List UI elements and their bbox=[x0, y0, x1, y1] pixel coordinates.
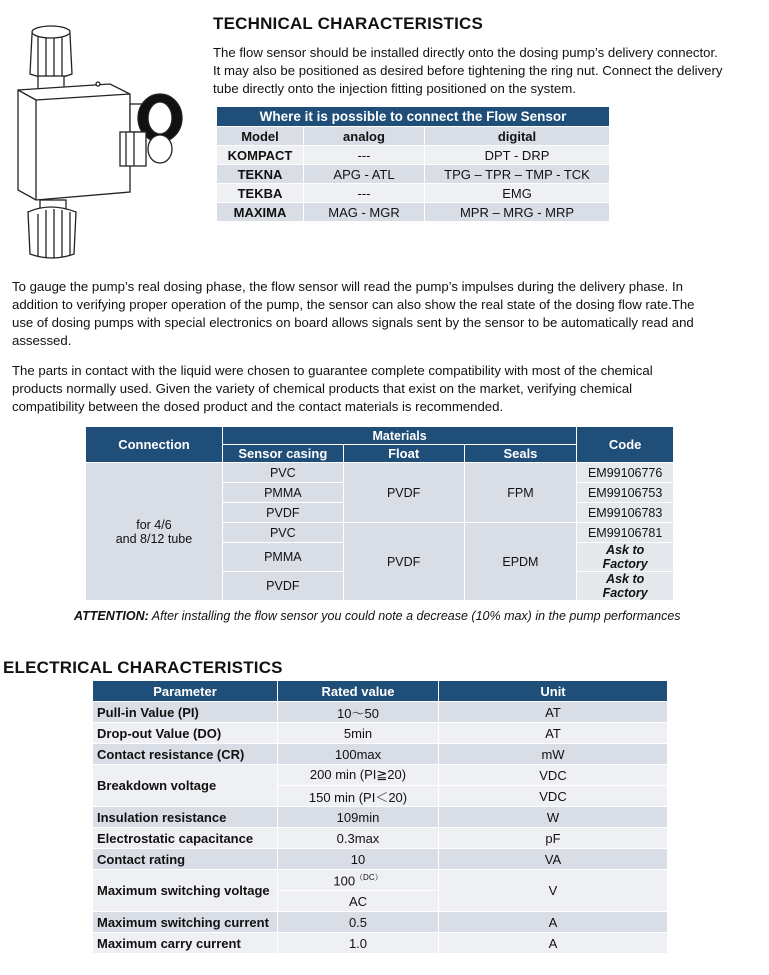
casing-cell: PVC bbox=[223, 463, 343, 482]
value-cell: 1.0 bbox=[278, 933, 438, 953]
unit-cell: mW bbox=[439, 744, 667, 764]
connect-header-analog: analog bbox=[304, 127, 424, 145]
value-cell: 100max bbox=[278, 744, 438, 764]
rated-value-header: Rated value bbox=[278, 681, 438, 701]
value-cell: 0.3max bbox=[278, 828, 438, 848]
value-cell: 109min bbox=[278, 807, 438, 827]
value-cell: 150 min (PI＜20) bbox=[278, 786, 438, 806]
seals-header: Seals bbox=[465, 445, 577, 462]
code-cell: EM99106753 bbox=[577, 483, 673, 502]
param-cell: Electrostatic capacitance bbox=[93, 828, 277, 848]
attention-label: ATTENTION: bbox=[74, 609, 149, 623]
float-cell: PVDF bbox=[344, 463, 464, 522]
unit-cell: VA bbox=[439, 849, 667, 869]
unit-cell: A bbox=[439, 912, 667, 932]
attention-text: After installing the flow sensor you could note a decrease (10% max) in the pump performances bbox=[151, 609, 681, 623]
casing-cell: PVDF bbox=[223, 503, 343, 522]
unit-cell: pF bbox=[439, 828, 667, 848]
technical-title: TECHNICAL CHARACTERISTICS bbox=[213, 14, 484, 33]
model-cell: TEKBA bbox=[217, 184, 303, 202]
unit-cell: V bbox=[439, 870, 667, 911]
model-cell: TEKNA bbox=[217, 165, 303, 183]
compatibility-paragraph: The parts in contact with the liquid were chosen to guarantee complete compatibility with most of the chemical products normally used. Given the variety of chemical products that exist on the market, verifying chemical compatibility between the dosed product and the contact materials is recommended. bbox=[12, 363, 653, 414]
param-cell: Drop-out Value (DO) bbox=[93, 723, 277, 743]
param-cell: Maximum switching current bbox=[93, 912, 277, 932]
value-cell: 0.5 bbox=[278, 912, 438, 932]
code-cell: EM99106781 bbox=[577, 523, 673, 542]
analog-cell: --- bbox=[304, 146, 424, 164]
parameter-header: Parameter bbox=[93, 681, 277, 701]
unit-cell: AT bbox=[439, 702, 667, 722]
code-cell: EM99106776 bbox=[577, 463, 673, 482]
value-cell: 10～50 bbox=[278, 702, 438, 722]
electrical-table bbox=[92, 680, 668, 954]
digital-cell: TPG – TPR – TMP - TCK bbox=[425, 165, 609, 183]
flow-sensor-image bbox=[10, 14, 190, 264]
analog-cell: --- bbox=[304, 184, 424, 202]
casing-cell: PMMA bbox=[223, 483, 343, 502]
model-cell: KOMPACT bbox=[217, 146, 303, 164]
connection-header: Connection bbox=[86, 427, 222, 462]
float-header: Float bbox=[344, 445, 464, 462]
unit-cell: VDC bbox=[439, 765, 667, 785]
electrical-title: ELECTRICAL CHARACTERISTICS bbox=[3, 658, 283, 677]
ask-factory-cell: Ask to Factory bbox=[577, 543, 673, 571]
seals-cell: FPM bbox=[465, 463, 577, 522]
attention-note bbox=[74, 609, 681, 623]
materials-header: Materials bbox=[223, 427, 576, 444]
unit-cell: W bbox=[439, 807, 667, 827]
connect-table-caption: Where it is possible to connect the Flow Sensor bbox=[217, 107, 609, 126]
param-cell: Maximum switching voltage bbox=[93, 870, 277, 911]
float-cell: PVDF bbox=[344, 523, 464, 600]
technical-intro: The flow sensor should be installed directly onto the dosing pump’s delivery connector. It may also be positioned as desired before tightening the ring nut. Connect the delivery tube directly onto the injection fitting positioned on the system. bbox=[213, 45, 723, 96]
unit-header: Unit bbox=[439, 681, 667, 701]
analog-cell: MAG - MGR bbox=[304, 203, 424, 221]
param-cell: Breakdown voltage bbox=[93, 765, 277, 806]
code-header: Code bbox=[577, 427, 673, 462]
sensor-casing-header: Sensor casing bbox=[223, 445, 343, 462]
model-cell: MAXIMA bbox=[217, 203, 303, 221]
digital-cell: DPT - DRP bbox=[425, 146, 609, 164]
param-cell: Contact resistance (CR) bbox=[93, 744, 277, 764]
value-cell: AC bbox=[278, 891, 438, 911]
code-cell: EM99106783 bbox=[577, 503, 673, 522]
value-cell: $100^{(DC)}$ bbox=[278, 870, 438, 890]
casing-cell: PVDF bbox=[223, 572, 343, 600]
materials-table bbox=[85, 426, 674, 601]
casing-cell: PVC bbox=[223, 523, 343, 542]
unit-cell: A bbox=[439, 933, 667, 953]
connection-cell: for 4/6 and 8/12 tube bbox=[86, 463, 222, 600]
value-cell: 5min bbox=[278, 723, 438, 743]
param-cell: Insulation resistance bbox=[93, 807, 277, 827]
seals-cell: EPDM bbox=[465, 523, 577, 600]
dosing-phase-paragraph: To gauge the pump’s real dosing phase, the flow sensor will read the pump’s impulses during the delivery phase. In addition to verifying proper operation of the pump, the sensor can also show the real state of the dosing flow rate.The use of dosing pumps with special electronics on board allows signals sent by the sensor to be automatically read and assessed. bbox=[12, 279, 695, 348]
unit-cell: AT bbox=[439, 723, 667, 743]
casing-cell: PMMA bbox=[223, 543, 343, 571]
digital-cell: MPR – MRG - MRP bbox=[425, 203, 609, 221]
connect-header-model: Model bbox=[217, 127, 303, 145]
param-cell: Pull-in Value (PI) bbox=[93, 702, 277, 722]
param-cell: Contact rating bbox=[93, 849, 277, 869]
ask-factory-cell: Ask to Factory bbox=[577, 572, 673, 600]
connect-header-digital: digital bbox=[425, 127, 609, 145]
analog-cell: APG - ATL bbox=[304, 165, 424, 183]
connect-table bbox=[216, 106, 610, 222]
param-cell: Maximum carry current bbox=[93, 933, 277, 953]
value-cell: 10 bbox=[278, 849, 438, 869]
unit-cell: VDC bbox=[439, 786, 667, 806]
value-cell: 200 min (PI≧20) bbox=[278, 765, 438, 785]
digital-cell: EMG bbox=[425, 184, 609, 202]
